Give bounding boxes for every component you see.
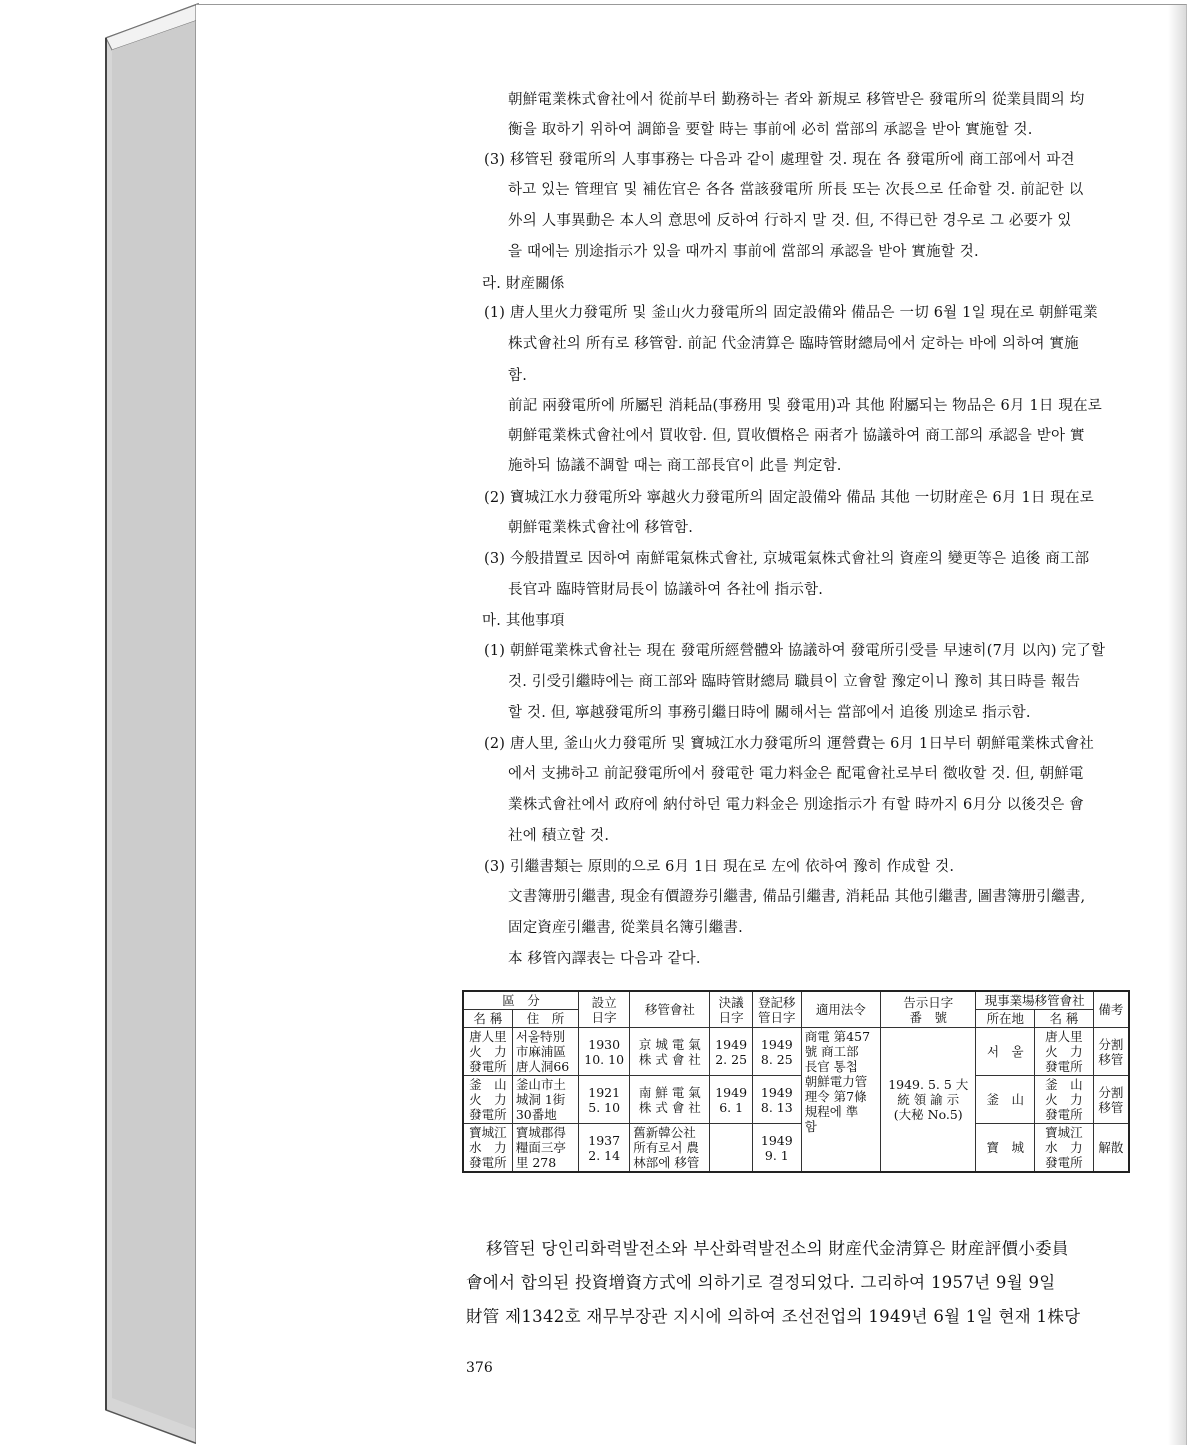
cell-company: 舊新韓公社 所有로서 農 林部에 移管 bbox=[630, 1124, 710, 1173]
cell-site-name: 釜 山 火 力 發電所 bbox=[1035, 1076, 1094, 1124]
header-resolution: 決議 日字 bbox=[710, 991, 753, 1028]
text-line: 外의 人事異動은 本人의 意思에 反하여 行하지 말 것. 但, 不得已한 경우로 그 必要가 있 bbox=[508, 213, 1072, 229]
header-division: 區 分 bbox=[463, 991, 579, 1010]
cell-notice: 1949. 5. 5 大 統 領 諭 示 (大秘 No.5) bbox=[881, 1028, 976, 1173]
text-line: 本 移管內譯表는 다음과 같다. bbox=[508, 951, 701, 967]
header-established: 設立 日字 bbox=[579, 991, 630, 1028]
cell-resolution bbox=[710, 1124, 753, 1173]
text-line: 前記 兩發電所에 所屬된 消耗品(事務用 및 發電用)과 其他 附屬되는 物品은 6月 1日 現在로 bbox=[508, 398, 1103, 414]
text-line: 業株式會社에서 政府에 納付하던 電力料金은 別途指示가 有할 時까지 6月分 以後것은 會 bbox=[508, 797, 1084, 813]
table-row bbox=[463, 1028, 1129, 1076]
text-line: 할 것. 但, 寧越發電所의 事務引繼日時에 關해서는 當部에서 追後 別途로 指示함. bbox=[508, 705, 1031, 721]
table-row bbox=[463, 1076, 1129, 1124]
paragraph-line: 會에서 합의된 投資增資方式에 의하기로 결정되었다. 그리하여 1957년 9월 9일 bbox=[466, 1273, 1056, 1292]
cell-site-name: 唐人里 火 力 發電所 bbox=[1035, 1028, 1094, 1076]
cell-established: 1930 10. 10 bbox=[579, 1028, 630, 1076]
cell-address: 釜山市土 城洞 1街 30番地 bbox=[512, 1076, 578, 1124]
text-line: 朝鮮電業株式會社에서 從前부터 勤務하는 者와 新規로 移管받은 發電所의 從業員間의 均 bbox=[508, 92, 1085, 108]
cell-location: 서 울 bbox=[976, 1028, 1035, 1076]
header-notice: 告示日字 番 號 bbox=[881, 991, 976, 1028]
page-number: 376 bbox=[466, 1360, 493, 1376]
cell-established: 1937 2. 14 bbox=[579, 1124, 630, 1173]
text-line: (3) 移管된 發電所의 人事事務는 다음과 같이 處理할 것. 現在 各 發電所에 商工部에서 파견 bbox=[484, 152, 1075, 168]
cell-name: 寶城江 水 力 發電所 bbox=[463, 1124, 512, 1173]
text-line: (3) 今般措置로 因하여 南鮮電氣株式會社, 京城電氣株式會社의 資産의 變更等은 追後 商工部 bbox=[484, 551, 1090, 567]
cell-location: 釜 山 bbox=[976, 1076, 1035, 1124]
paragraph-line: 移管된 당인리화력발전소와 부산화력발전소의 財産代金淸算은 財産評價小委員 bbox=[486, 1239, 1069, 1258]
text-line: 文書簿册引繼書, 現金有價證券引繼書, 備品引繼書, 消耗品 其他引繼書, 圖書簿册引繼書, bbox=[508, 889, 1086, 905]
table-header-row bbox=[463, 991, 1129, 1010]
cell-location: 寶 城 bbox=[976, 1124, 1035, 1173]
text-line: (1) 朝鮮電業株式會社는 現在 發電所經營體와 協議하여 發電所引受를 早速히(7月 以內) 完了할 bbox=[484, 643, 1106, 659]
cell-site-name: 寶城江 水 力 發電所 bbox=[1035, 1124, 1094, 1173]
text-line: 朝鮮電業株式會社에 移管함. bbox=[508, 520, 694, 536]
text-line: (1) 唐人里火力發電所 및 釜山火力發電所의 固定設備와 備品은 一切 6월 1일 現在로 朝鮮電業 bbox=[484, 305, 1098, 321]
cell-registration: 1949 8. 25 bbox=[752, 1028, 801, 1076]
cell-name: 唐人里 火 力 發電所 bbox=[463, 1028, 512, 1076]
text-line: 固定資産引繼書, 從業員名簿引繼書. bbox=[508, 920, 743, 936]
text-line: (2) 寶城江水力發電所와 寧越火力發電所의 固定設備와 備品 其他 一切財産은 6月 1日 現在로 bbox=[484, 490, 1095, 506]
book-binding-graphic bbox=[0, 0, 200, 1446]
cell-registration: 1949 8. 13 bbox=[752, 1076, 801, 1124]
header-transfer-company: 移管會社 bbox=[630, 991, 710, 1028]
text-line: 에서 支拂하고 前記發電所에서 發電한 電力料金은 配電會社로부터 徵收할 것. 但, 朝鮮電 bbox=[508, 766, 1084, 782]
text-line: 施하되 協議不調할 때는 商工部長官이 此를 判定함. bbox=[508, 458, 842, 474]
cell-established: 1921 5. 10 bbox=[579, 1076, 630, 1124]
cell-resolution: 1949 2. 25 bbox=[710, 1028, 753, 1076]
cell-remarks: 分割 移管 bbox=[1093, 1076, 1129, 1124]
header-applicable-law: 適用法令 bbox=[801, 991, 880, 1028]
text-line: (3) 引繼書類는 原則的으로 6月 1日 現在로 左에 依하여 豫히 作成할 것. bbox=[484, 859, 955, 875]
transfer-table bbox=[462, 990, 1130, 1173]
text-line: 長官과 臨時管財局長이 協議하여 各社에 指示함. bbox=[508, 582, 824, 598]
cell-company: 南 鮮 電 氣 株 式 會 社 bbox=[630, 1076, 710, 1124]
header-registration: 登記移 管日字 bbox=[752, 991, 801, 1028]
text-line: 朝鮮電業株式會社에서 買收함. 但, 買收價格은 兩者가 協議하여 商工部의 承認을 받아 實 bbox=[508, 428, 1085, 444]
table-row bbox=[463, 1124, 1129, 1173]
cell-name: 釜 山 火 力 發電所 bbox=[463, 1076, 512, 1124]
header-name: 名 稱 bbox=[463, 1010, 512, 1028]
section-heading: 라. 財産關係 bbox=[482, 276, 565, 292]
header-address: 住 所 bbox=[512, 1010, 578, 1028]
cell-resolution: 1949 6. 1 bbox=[710, 1076, 753, 1124]
header-current-site: 現事業場移管會社 bbox=[976, 991, 1093, 1010]
header-site-name: 名 稱 bbox=[1035, 1010, 1094, 1028]
text-line: 衡을 取하기 위하여 調節을 要할 時는 事前에 必히 當部의 承認을 받아 實施할 것. bbox=[508, 122, 1033, 138]
cell-address: 서울特別 市麻浦區 唐人洞66 bbox=[512, 1028, 578, 1076]
cell-company: 京 城 電 氣 株 式 會 社 bbox=[630, 1028, 710, 1076]
cell-remarks: 分割 移管 bbox=[1093, 1028, 1129, 1076]
cell-registration: 1949 9. 1 bbox=[752, 1124, 801, 1173]
text-line: 을 때에는 別途指示가 있을 때까지 事前에 當部의 承認을 받아 實施할 것. bbox=[508, 244, 979, 260]
paragraph-line: 財管 제1342호 재무부장관 지시에 의하여 조선전업의 1949년 6월 1일 현재 1株당 bbox=[466, 1307, 1081, 1326]
header-location: 所在地 bbox=[976, 1010, 1035, 1028]
header-remarks: 備考 bbox=[1093, 991, 1129, 1028]
cell-applicable-law: 商電 第457 號 商工部 長官 통첩 朝鮮電力管 理令 第7條 規程에 準 함 bbox=[801, 1028, 880, 1173]
cell-address: 寶城郡得 糧面三亭 里 278 bbox=[512, 1124, 578, 1173]
text-line: 社에 積立할 것. bbox=[508, 828, 610, 844]
page-edge-shadow bbox=[1168, 5, 1186, 1445]
text-line: 함. bbox=[508, 368, 528, 384]
text-line: 것. 引受引繼時에는 商工部와 臨時管財總局 職員이 立會할 豫定이니 豫히 其日時를 報告 bbox=[508, 674, 1081, 690]
text-line: (2) 唐人里, 釜山火力發電所 및 寶城江水力發電所의 運營費는 6月 1日부터 朝鮮電業株式會社 bbox=[484, 736, 1095, 752]
section-heading: 마. 其他事項 bbox=[482, 613, 565, 629]
cell-remarks: 解散 bbox=[1093, 1124, 1129, 1173]
text-line: 하고 있는 管理官 및 補佐官은 各各 當該發電所 所長 또는 次長으로 任命할 것. 前記한 以 bbox=[508, 182, 1084, 198]
text-line: 株式會社의 所有로 移管함. 前記 代金淸算은 臨時管財總局에서 定하는 바에 의하여 實施 bbox=[508, 336, 1079, 352]
